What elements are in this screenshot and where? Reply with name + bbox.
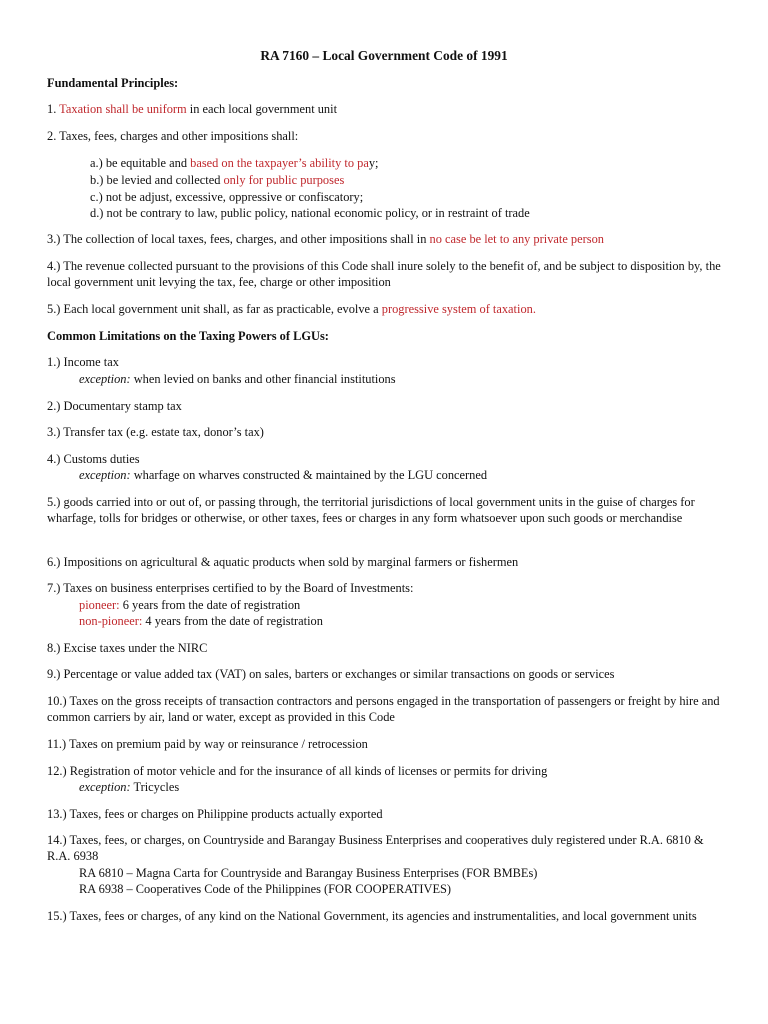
limitation-7: 7.) Taxes on business enterprises certified to by the Board of Investments:	[47, 581, 414, 595]
principle-3-highlight: no case be let to any private person	[429, 232, 604, 246]
limitation-13: 13.) Taxes, fees or charges on Philippine products actually exported	[47, 807, 383, 821]
principle-2d: d.) not be contrary to law, public policy, national economic policy, or in restraint of trade	[90, 206, 530, 220]
non-pioneer-text: 4 years from the date of registration	[142, 614, 323, 628]
limitation-9: 9.) Percentage or value added tax (VAT) on sales, barters or exchanges or similar transactions on goods or services	[47, 667, 615, 681]
exception-text: Tricycles	[130, 780, 180, 794]
exception-label: exception:	[79, 468, 131, 482]
limitation-6: 6.) Impositions on agricultural & aquatic products when sold by marginal farmers or fishermen	[47, 555, 519, 569]
limitation-14: 14.) Taxes, fees, or charges, on Countryside and Barangay Business Enterprises and cooperatives duly registered under R.A. 6810 & R.A. 6938	[47, 833, 704, 864]
principle-2: 2. Taxes, fees, charges and other impositions shall:	[47, 129, 299, 143]
limitation-2: 2.) Documentary stamp tax	[47, 399, 182, 413]
limitation-4: 4.) Customs duties	[47, 452, 140, 466]
limitation-8: 8.) Excise taxes under the NIRC	[47, 641, 208, 655]
limitation-3: 3.) Transfer tax (e.g. estate tax, donor’s tax)	[47, 425, 264, 439]
principle-2a-highlight: based on the taxpayer’s ability to pa	[190, 156, 369, 170]
limitation-5: 5.) goods carried into or out of, or passing through, the territorial jurisdictions of local government units in the guise of charges for wharfage, tolls for bridges or otherwise, or other taxes, fees or charges in any form whatsoever upon such goods or merchandise	[47, 495, 695, 526]
principle-2b-highlight: only for public purposes	[223, 173, 345, 187]
principle-1-rest: in each local government unit	[186, 102, 338, 116]
document-title: RA 7160 – Local Government Code of 1991	[260, 48, 508, 63]
limitation-1-exception	[79, 371, 396, 387]
limitation-11: 11.) Taxes on premium paid by way or reinsurance / retrocession	[47, 737, 368, 751]
principle-5-highlight: progressive system of taxation.	[381, 302, 536, 316]
limitation-12-exception	[79, 779, 179, 795]
pioneer-label: pioneer:	[79, 598, 120, 612]
exception-label: exception:	[79, 372, 131, 386]
limitation-15: 15.) Taxes, fees or charges, of any kind on the National Government, its agencies and instrumentalities, and local government units	[47, 909, 697, 923]
exception-label: exception:	[79, 780, 131, 794]
heading-fundamental-principles: Fundamental Principles:	[47, 76, 179, 90]
heading-common-limitations: Common Limitations on the Taxing Powers of LGUs:	[47, 329, 329, 343]
limitation-14-ra-6938: RA 6938 – Cooperatives Code of the Philippines (FOR COOPERATIVES)	[79, 882, 452, 896]
limitation-1: 1.) Income tax	[47, 355, 119, 369]
limitation-7-non-pioneer	[79, 613, 323, 629]
principle-2a-text: a.) be equitable and	[90, 156, 191, 170]
principle-5	[47, 301, 727, 317]
principle-3	[47, 231, 727, 247]
limitation-10: 10.) Taxes on the gross receipts of transaction contractors and persons engaged in the transportation of passengers or freight by hire and common carriers by air, land or water, except as provided in this Code	[47, 694, 720, 725]
principle-4: 4.) The revenue collected pursuant to the provisions of this Code shall inure solely to the benefit of, and be subject to disposition by, the local government unit levying the tax, fee, charge or other imposition	[47, 259, 721, 290]
limitation-7-pioneer	[79, 597, 300, 613]
exception-text: when levied on banks and other financial institutions	[130, 372, 396, 386]
pioneer-text: 6 years from the date of registration	[119, 598, 301, 612]
principle-2b	[90, 172, 344, 188]
limitation-12: 12.) Registration of motor vehicle and for the insurance of all kinds of licenses or permits for driving	[47, 764, 548, 778]
limitation-4-exception	[79, 467, 487, 483]
principle-1-number: 1.	[47, 102, 60, 116]
principle-2a	[90, 155, 378, 171]
exception-text: wharfage on wharves constructed & maintained by the LGU concerned	[130, 468, 488, 482]
principle-3-text: 3.) The collection of local taxes, fees, charges, and other impositions shall in	[47, 232, 430, 246]
principle-2a-end: y;	[368, 156, 379, 170]
principle-1	[47, 101, 727, 117]
principle-2c: c.) not be adjust, excessive, oppressive or confiscatory;	[90, 190, 364, 204]
principle-2b-text: b.) be levied and collected	[90, 173, 224, 187]
principle-5-text: 5.) Each local government unit shall, as far as practicable, evolve a	[47, 302, 382, 316]
non-pioneer-label: non-pioneer:	[79, 614, 143, 628]
limitation-14-ra-6810: RA 6810 – Magna Carta for Countryside and Barangay Business Enterprises (FOR BMBEs)	[79, 866, 538, 880]
principle-1-highlight: Taxation shall be uniform	[59, 102, 187, 116]
